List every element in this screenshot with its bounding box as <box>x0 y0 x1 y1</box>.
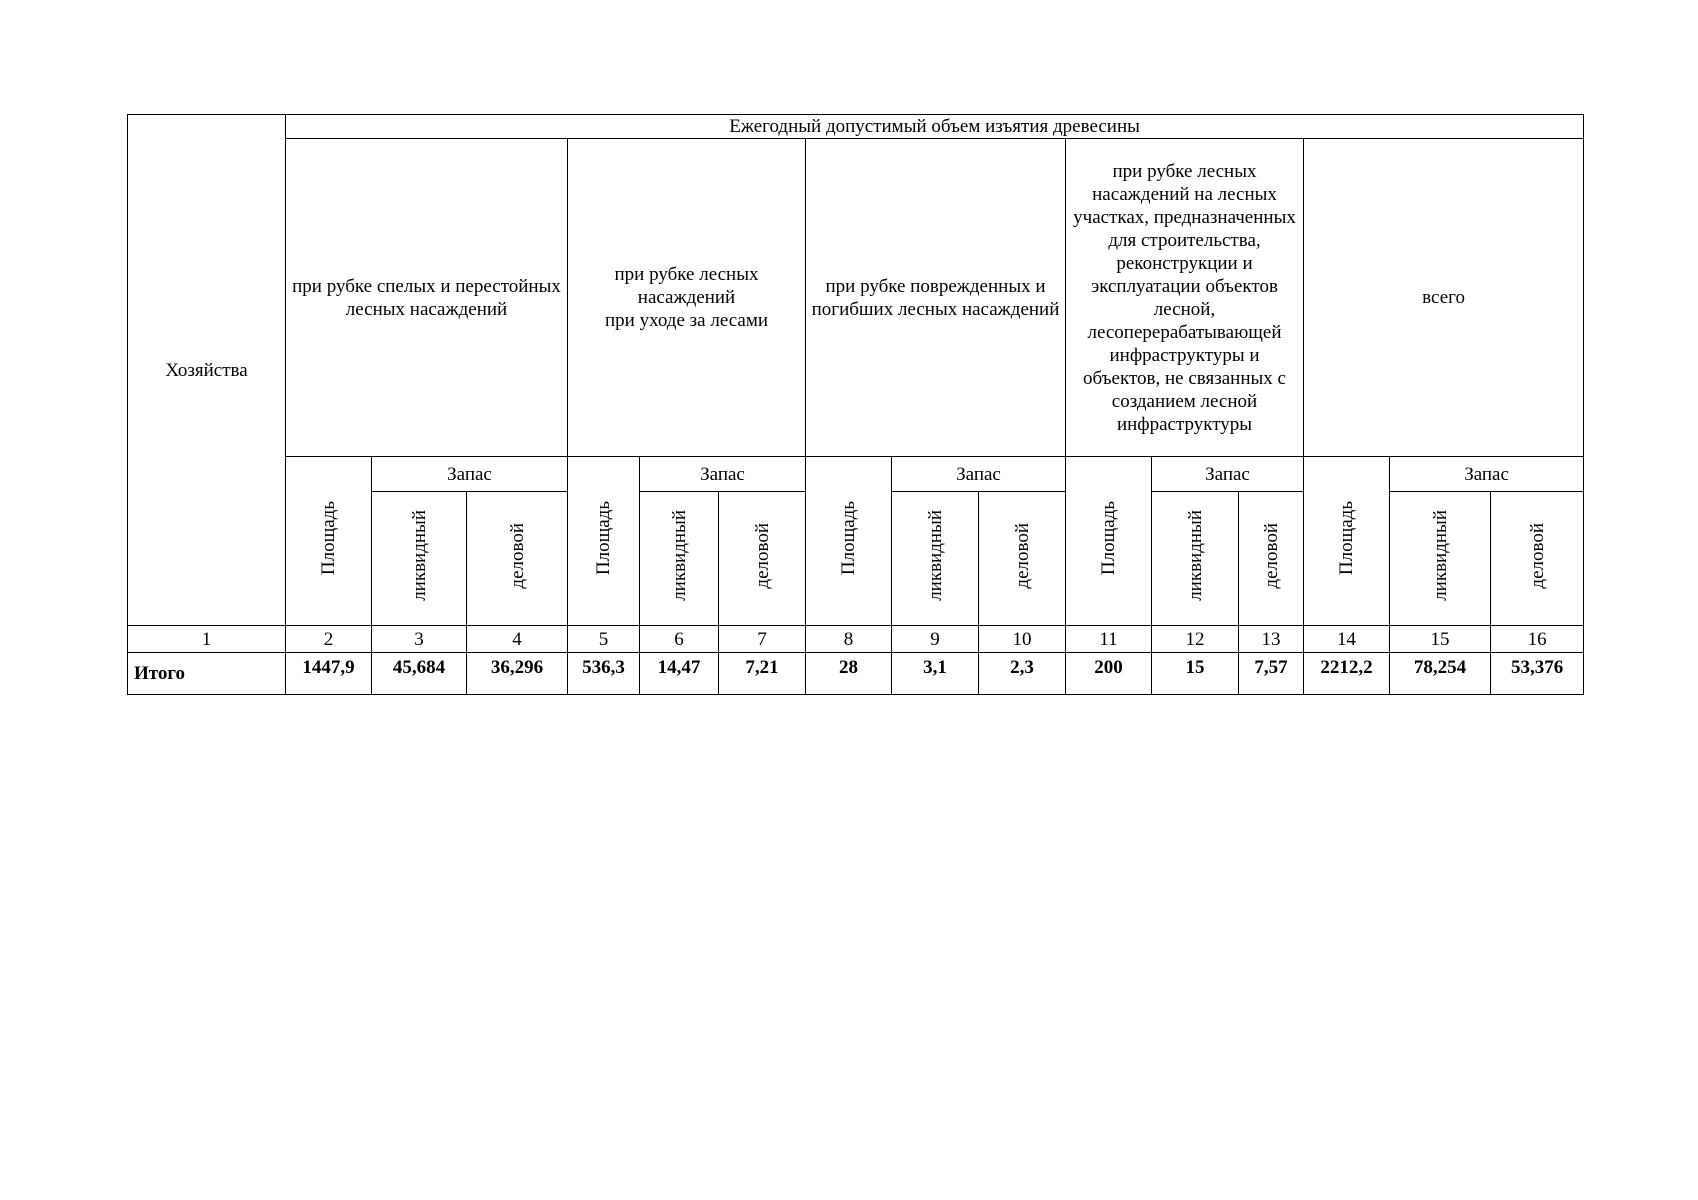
business-header: деловой <box>467 492 568 626</box>
total-value: 53,376 <box>1491 653 1584 695</box>
column-number: 2 <box>286 626 372 653</box>
area-header: Площадь <box>1304 457 1390 626</box>
stock-header: Запас <box>1152 457 1304 492</box>
column-number: 12 <box>1152 626 1239 653</box>
total-value: 7,21 <box>719 653 806 695</box>
column-number: 11 <box>1066 626 1152 653</box>
column-number: 13 <box>1239 626 1304 653</box>
column-number: 4 <box>467 626 568 653</box>
total-value: 45,684 <box>372 653 467 695</box>
liquid-header: ликвидный <box>892 492 979 626</box>
group-header-total: всего <box>1304 139 1584 457</box>
group-header-damaged-felling: при рубке поврежденных и погибших лесных насаждений <box>806 139 1066 457</box>
group-header-construction-felling: при рубке лесных насаждений на лесных участках, предназначенных для строительства, реконструкции и эксплуатации объектов лесной, лесоперерабатывающей инфраструктуры и объектов, не связанных с созданием лесной инфраструктуры <box>1066 139 1304 457</box>
total-value: 1447,9 <box>286 653 372 695</box>
total-value: 14,47 <box>640 653 719 695</box>
total-value: 536,3 <box>568 653 640 695</box>
column-number: 3 <box>372 626 467 653</box>
total-label: Итого <box>128 653 286 695</box>
main-header: Ежегодный допустимый объем изъятия древесины <box>286 115 1584 139</box>
column-number: 9 <box>892 626 979 653</box>
column-number: 1 <box>128 626 286 653</box>
column-number-row <box>128 626 1584 653</box>
area-header: Площадь <box>286 457 372 626</box>
total-value: 28 <box>806 653 892 695</box>
business-header: деловой <box>719 492 806 626</box>
column-number: 10 <box>979 626 1066 653</box>
stock-header: Запас <box>892 457 1066 492</box>
total-value: 36,296 <box>467 653 568 695</box>
column-number: 6 <box>640 626 719 653</box>
total-value: 78,254 <box>1390 653 1491 695</box>
column-number: 15 <box>1390 626 1491 653</box>
group-header-care-felling: при рубке лесных насаждений при уходе за лесами <box>568 139 806 457</box>
stock-header: Запас <box>372 457 568 492</box>
total-value: 3,1 <box>892 653 979 695</box>
business-header: деловой <box>1239 492 1304 626</box>
column-number: 8 <box>806 626 892 653</box>
area-header: Площадь <box>568 457 640 626</box>
farms-header: Хозяйства <box>128 115 286 626</box>
business-header: деловой <box>979 492 1066 626</box>
total-value: 200 <box>1066 653 1152 695</box>
area-header: Площадь <box>806 457 892 626</box>
column-number: 7 <box>719 626 806 653</box>
liquid-header: ликвидный <box>372 492 467 626</box>
liquid-header: ликвидный <box>1152 492 1239 626</box>
total-value: 15 <box>1152 653 1239 695</box>
total-value: 2,3 <box>979 653 1066 695</box>
timber-harvest-table <box>127 114 1584 695</box>
liquid-header: ликвидный <box>1390 492 1491 626</box>
area-header: Площадь <box>1066 457 1152 626</box>
column-number: 5 <box>568 626 640 653</box>
business-header: деловой <box>1491 492 1584 626</box>
total-value: 2212,2 <box>1304 653 1390 695</box>
group-header-mature-felling: при рубке спелых и перестойных лесных насаждений <box>286 139 568 457</box>
stock-header: Запас <box>640 457 806 492</box>
liquid-header: ликвидный <box>640 492 719 626</box>
stock-header: Запас <box>1390 457 1584 492</box>
total-row <box>128 653 1584 695</box>
column-number: 16 <box>1491 626 1584 653</box>
total-value: 7,57 <box>1239 653 1304 695</box>
column-number: 14 <box>1304 626 1390 653</box>
